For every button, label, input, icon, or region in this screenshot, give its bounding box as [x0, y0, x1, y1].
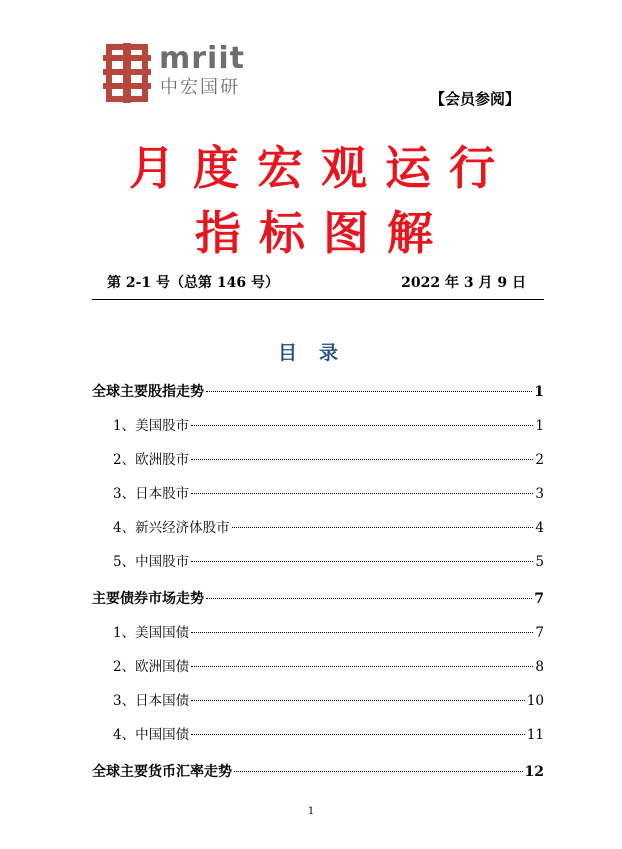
page-number: 1	[307, 806, 315, 817]
toc-entry[interactable]	[92, 755, 544, 789]
title-line-1: 月度宏观运行	[129, 141, 513, 195]
toc-entry[interactable]	[92, 443, 544, 477]
toc-entry-label: 全球主要股指走势	[92, 384, 204, 400]
logo-text-en: mriit	[159, 41, 245, 76]
toc-entry-label: 主要债券市场走势	[92, 591, 204, 607]
toc-entry-label: 1、美国国债	[113, 625, 190, 641]
toc-entry-page: 1	[534, 384, 544, 400]
toc-entry[interactable]	[92, 375, 544, 409]
toc-entry-page: 2	[535, 452, 544, 468]
toc-entry-label: 全球主要货币汇率走势	[92, 764, 232, 780]
issue-date: 2022 年 3 月 9 日	[401, 275, 526, 291]
brand-logo	[103, 43, 253, 103]
toc-entry-page: 12	[524, 764, 544, 780]
toc-entry-page: 10	[526, 693, 544, 709]
toc-entry-label: 1、美国股市	[113, 418, 190, 434]
toc-entry-label: 4、中国国债	[113, 727, 190, 743]
toc-leader	[206, 598, 532, 599]
toc-entry[interactable]	[92, 650, 544, 684]
title-line-2: 指标图解	[195, 206, 451, 260]
header-divider	[92, 299, 544, 300]
toc-entry[interactable]	[92, 684, 544, 718]
toc-leader	[191, 632, 533, 633]
toc-entry[interactable]	[92, 616, 544, 650]
toc-leader	[232, 527, 534, 528]
member-tag: 【会员参阅】	[430, 90, 521, 108]
toc-entry-page: 4	[535, 520, 544, 536]
toc-entry-page: 8	[535, 659, 544, 675]
toc-entry-label: 4、新兴经济体股市	[113, 520, 230, 536]
toc-entry[interactable]	[92, 477, 544, 511]
toc-entry[interactable]	[92, 718, 544, 752]
toc-entry[interactable]	[92, 409, 544, 443]
toc-leader	[191, 459, 533, 460]
toc-entry-label: 2、欧洲国债	[113, 659, 190, 675]
logo-mark-icon	[103, 43, 151, 103]
toc-leader	[191, 666, 533, 667]
toc-entry-page: 7	[534, 591, 544, 607]
issue-number: 第 2-1 号（总第 146 号）	[107, 275, 280, 291]
toc-entry-page: 3	[535, 486, 544, 502]
toc-leader	[191, 734, 525, 735]
logo-text-cn: 中宏国研	[160, 77, 240, 98]
toc-leader	[234, 771, 523, 772]
toc-entry-label: 2、欧洲股市	[113, 452, 190, 468]
toc-leader	[206, 391, 532, 392]
toc-entry-label: 3、日本股市	[113, 486, 190, 502]
toc-leader	[191, 561, 533, 562]
toc-heading: 目录	[277, 342, 360, 364]
toc-entry-label: 5、中国股市	[113, 554, 190, 570]
toc-entry[interactable]	[92, 511, 544, 545]
toc-leader	[191, 425, 533, 426]
toc-entry-page: 7	[535, 625, 544, 641]
toc-leader	[191, 493, 533, 494]
table-of-contents	[92, 375, 544, 789]
toc-entry[interactable]	[92, 545, 544, 579]
toc-entry-page: 11	[526, 727, 544, 743]
toc-entry-page: 1	[535, 418, 544, 434]
toc-entry-label: 3、日本国债	[113, 693, 190, 709]
toc-leader	[191, 700, 525, 701]
toc-entry[interactable]	[92, 582, 544, 616]
toc-entry-page: 5	[535, 554, 544, 570]
